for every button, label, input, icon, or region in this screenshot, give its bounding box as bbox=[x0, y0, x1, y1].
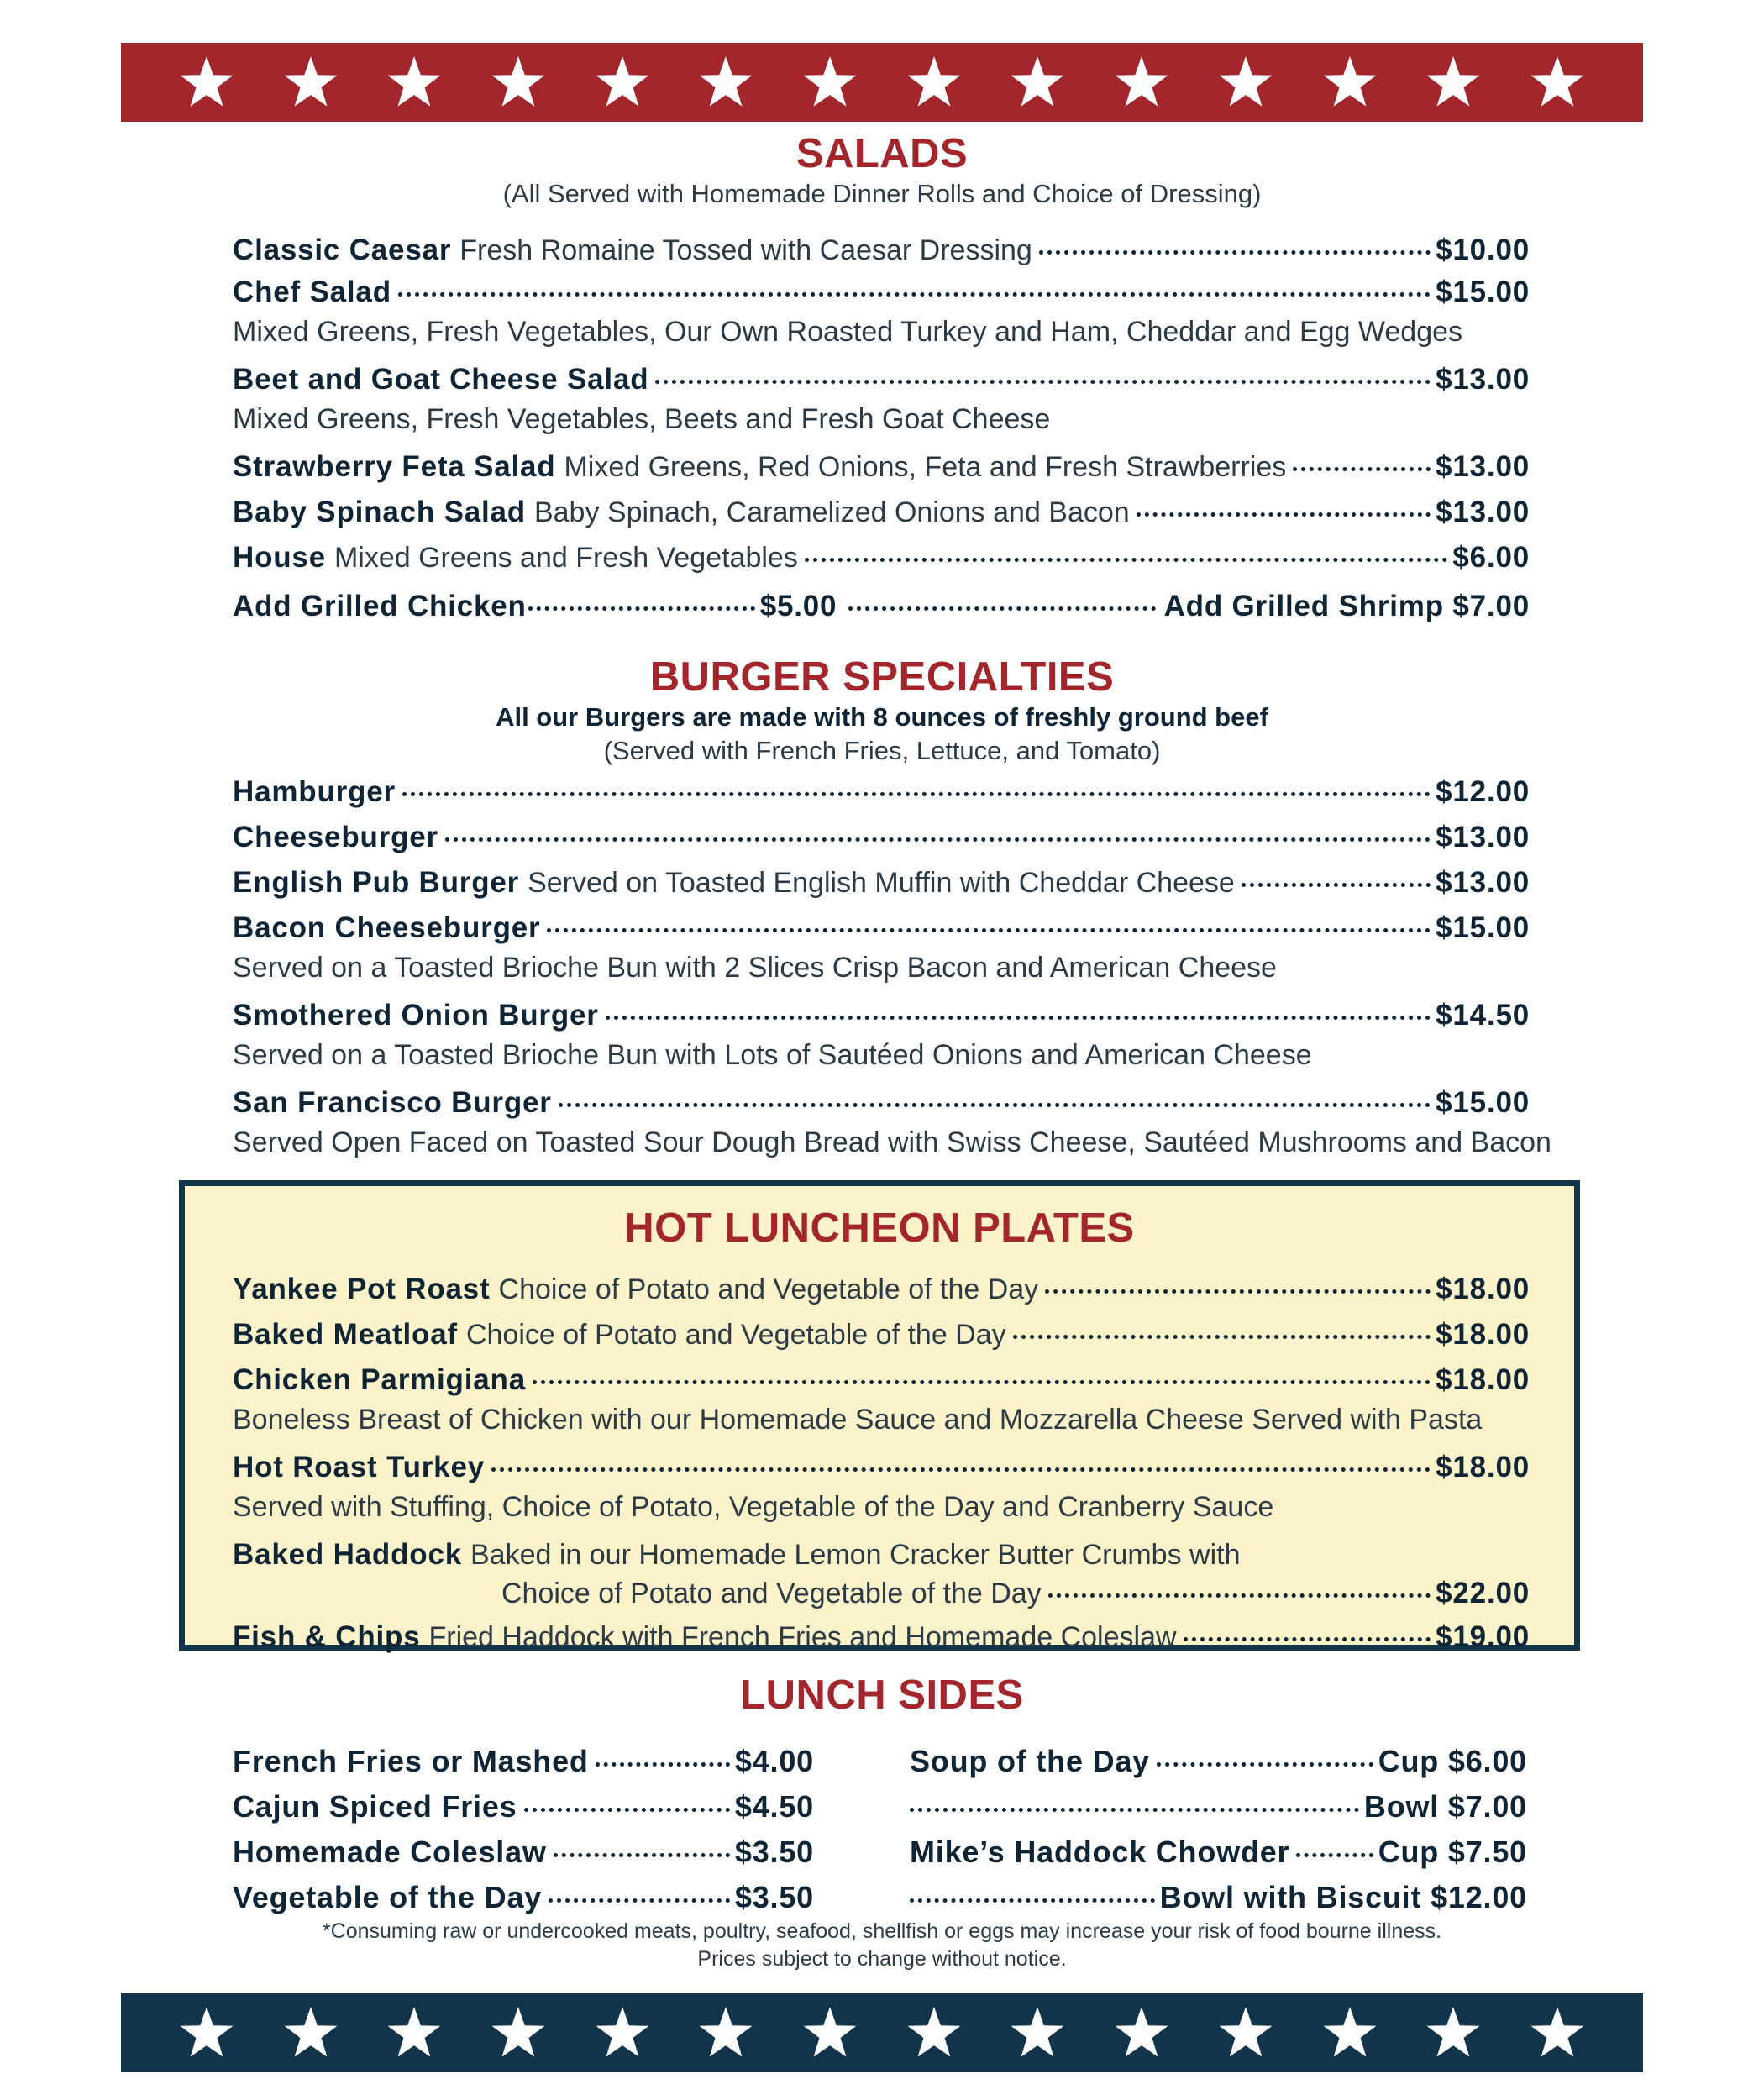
dot-leader bbox=[445, 837, 1431, 842]
item-name: English Pub Burger bbox=[233, 866, 520, 899]
item-subdescription: Served with Stuffing, Choice of Potato, Vegetable of the Day and Cranberry Sauce bbox=[233, 1491, 1274, 1523]
side-price: $3.50 bbox=[734, 1880, 814, 1914]
dot-leader bbox=[910, 1808, 1359, 1812]
star-icon bbox=[386, 2005, 442, 2061]
item-price: $18.00 bbox=[1436, 1273, 1530, 1305]
item-name: Smothered Onion Burger bbox=[233, 999, 599, 1032]
item-price: $14.50 bbox=[1436, 999, 1530, 1032]
item-price: $15.00 bbox=[1436, 276, 1530, 308]
side-item bbox=[233, 1875, 814, 1920]
hot-plates-list bbox=[233, 1268, 1530, 1658]
dot-leader bbox=[1242, 883, 1431, 887]
dot-leader bbox=[655, 380, 1431, 384]
menu-item bbox=[233, 995, 1530, 1037]
menu-item-haddock bbox=[233, 1534, 1530, 1576]
item-price: $13.00 bbox=[1436, 866, 1530, 899]
sides-header bbox=[0, 1672, 1764, 1719]
star-icon bbox=[1530, 2005, 1585, 2061]
star-icon bbox=[491, 2005, 546, 2061]
menu-item bbox=[233, 537, 1530, 579]
salads-list bbox=[233, 229, 1530, 627]
dot-leader bbox=[491, 1467, 1431, 1472]
menu-item bbox=[233, 907, 1530, 949]
item-description: Fried Haddock with French Fries and Homemade Coleslaw bbox=[428, 1621, 1177, 1653]
menu-item bbox=[233, 229, 1530, 271]
hot-plates-title: HOT LUNCHEON PLATES bbox=[624, 1205, 1135, 1251]
item-name: Baby Spinach Salad bbox=[233, 496, 526, 528]
salads-title: SALADS bbox=[795, 131, 969, 176]
side-item bbox=[233, 1784, 814, 1830]
dot-leader bbox=[559, 1103, 1431, 1107]
burgers-subtitle: (Served with French Fries, Lettuce, and Tomato) bbox=[603, 736, 1161, 765]
dot-leader bbox=[910, 1898, 1155, 1903]
side-item bbox=[910, 1875, 1527, 1920]
item-description: Choice of Potato and Vegetable of the Day bbox=[465, 1319, 1006, 1351]
menu-item-haddock-cont bbox=[233, 1576, 1530, 1611]
burgers-subtitle-bold: All our Burgers are made with 8 ounces of freshly ground beef bbox=[496, 702, 1268, 732]
dot-leader bbox=[1137, 512, 1431, 517]
side-price: Cup $7.50 bbox=[1378, 1835, 1527, 1869]
dot-leader bbox=[1048, 1593, 1431, 1598]
star-icon bbox=[1530, 55, 1585, 110]
item-description: Choice of Potato and Vegetable of the Day bbox=[498, 1273, 1039, 1305]
item-subdescription: Mixed Greens, Fresh Vegetables, Our Own Roasted Turkey and Ham, Cheddar and Egg Wedges bbox=[233, 316, 1463, 348]
star-icon bbox=[283, 55, 339, 110]
item-price: $18.00 bbox=[1436, 1451, 1530, 1483]
item-subdescription: Boneless Breast of Chicken with our Homemade Sauce and Mozzarella Cheese Served with Pasta bbox=[233, 1404, 1483, 1436]
menu-item bbox=[233, 816, 1530, 858]
footnote-line-2: Prices subject to change without notice. bbox=[697, 1947, 1067, 1971]
burgers-list bbox=[233, 771, 1551, 1161]
star-icon bbox=[1425, 2005, 1481, 2061]
star-icon bbox=[386, 55, 442, 110]
sides-left-list bbox=[233, 1739, 814, 1920]
footnote bbox=[0, 1918, 1764, 1973]
item-description: Served on Toasted English Muffin with Cheddar Cheese bbox=[528, 867, 1235, 899]
dot-leader bbox=[805, 558, 1448, 562]
addon-chicken-label: Add Grilled Chicken bbox=[233, 590, 527, 622]
dot-leader bbox=[1293, 467, 1431, 471]
sides-title: LUNCH SIDES bbox=[740, 1672, 1024, 1718]
star-icon bbox=[179, 55, 234, 110]
item-name: Hot Roast Turkey bbox=[233, 1451, 485, 1483]
dot-leader bbox=[533, 1380, 1431, 1384]
star-icon bbox=[1218, 55, 1273, 110]
side-name: Homemade Coleslaw bbox=[233, 1835, 547, 1869]
dot-leader bbox=[554, 1853, 730, 1857]
dot-leader bbox=[1039, 250, 1431, 255]
item-subdescription: Served on a Toasted Brioche Bun with Lots of Sautéed Onions and American Cheese bbox=[233, 1039, 1312, 1071]
item-name: Yankee Pot Roast bbox=[233, 1273, 491, 1305]
dot-leader bbox=[1045, 1289, 1431, 1294]
dot-leader bbox=[524, 1808, 730, 1812]
menu-item bbox=[233, 862, 1530, 904]
side-price: Bowl $7.00 bbox=[1363, 1789, 1527, 1824]
item-subdescription: Served Open Faced on Toasted Sour Dough Bread with Swiss Cheese, Sautéed Mushrooms and Bacon bbox=[233, 1126, 1551, 1158]
dot-leader bbox=[1184, 1637, 1431, 1641]
side-price: $4.00 bbox=[734, 1744, 814, 1778]
star-icon bbox=[698, 55, 753, 110]
star-icon bbox=[595, 55, 650, 110]
side-name: Mike’s Haddock Chowder bbox=[910, 1835, 1290, 1869]
star-icon bbox=[906, 55, 962, 110]
item-name: Chef Salad bbox=[233, 276, 391, 308]
star-icon bbox=[1114, 2005, 1169, 2061]
item-name: Classic Caesar bbox=[233, 234, 452, 266]
item-price: $12.00 bbox=[1436, 775, 1530, 808]
side-item bbox=[910, 1830, 1527, 1875]
side-item bbox=[233, 1830, 814, 1875]
star-icon bbox=[595, 2005, 650, 2061]
dot-leader bbox=[1296, 1853, 1373, 1857]
item-price: $18.00 bbox=[1436, 1363, 1530, 1396]
side-name: Vegetable of the Day bbox=[233, 1880, 543, 1914]
menu-item bbox=[233, 359, 1530, 401]
dot-leader bbox=[528, 606, 755, 611]
item-price: $15.00 bbox=[1436, 911, 1530, 944]
item-name: Strawberry Feta Salad bbox=[233, 450, 556, 483]
menu-item bbox=[233, 1446, 1530, 1488]
burgers-title: BURGER SPECIALTIES bbox=[649, 654, 1115, 700]
dot-leader bbox=[1013, 1335, 1431, 1339]
item-price: $19.00 bbox=[1436, 1620, 1530, 1653]
top-star-banner bbox=[121, 43, 1643, 122]
star-icon bbox=[802, 2005, 858, 2061]
star-icon bbox=[1114, 55, 1169, 110]
item-name: Baked Meatloaf bbox=[233, 1318, 458, 1351]
item-subdescription: Mixed Greens, Fresh Vegetables, Beets and Fresh Goat Cheese bbox=[233, 403, 1051, 435]
menu-item bbox=[233, 771, 1530, 813]
item-price: $6.00 bbox=[1452, 541, 1530, 574]
star-icon bbox=[1010, 55, 1065, 110]
item-price: $13.00 bbox=[1436, 496, 1530, 528]
dot-leader bbox=[398, 292, 1431, 297]
salad-addons bbox=[233, 585, 1530, 627]
addon-chicken-price: $5.00 bbox=[759, 590, 837, 622]
item-description: Choice of Potato and Vegetable of the Day bbox=[501, 1578, 1042, 1609]
side-price: Cup $6.00 bbox=[1378, 1744, 1527, 1778]
burgers-header bbox=[0, 654, 1764, 768]
dot-leader bbox=[549, 1898, 730, 1903]
menu-item bbox=[233, 1359, 1530, 1401]
item-description: Baked in our Homemade Lemon Cracker Butter Crumbs with bbox=[470, 1539, 1241, 1571]
item-name: San Francisco Burger bbox=[233, 1086, 552, 1119]
item-description: Baby Spinach, Caramelized Onions and Bacon bbox=[533, 496, 1130, 528]
dot-leader bbox=[848, 606, 1155, 611]
side-item bbox=[233, 1739, 814, 1784]
item-price: $13.00 bbox=[1436, 821, 1530, 853]
item-name: Bacon Cheeseburger bbox=[233, 911, 541, 944]
item-name: Chicken Parmigiana bbox=[233, 1363, 526, 1396]
dot-leader bbox=[596, 1762, 730, 1767]
menu-item bbox=[233, 446, 1530, 488]
item-price: $13.00 bbox=[1436, 363, 1530, 396]
dot-leader bbox=[1157, 1762, 1373, 1767]
menu-item bbox=[233, 1082, 1530, 1124]
menu-item bbox=[233, 491, 1530, 533]
item-description: Mixed Greens, Red Onions, Feta and Fresh Strawberries bbox=[564, 451, 1287, 483]
bottom-star-banner bbox=[121, 1993, 1643, 2072]
star-icon bbox=[1425, 55, 1481, 110]
item-price: $13.00 bbox=[1436, 450, 1530, 483]
item-name: Hamburger bbox=[233, 775, 396, 808]
star-icon bbox=[1322, 55, 1378, 110]
salads-subtitle: (All Served with Homemade Dinner Rolls and Choice of Dressing) bbox=[502, 179, 1262, 208]
dot-leader bbox=[402, 792, 1431, 796]
item-description: Mixed Greens and Fresh Vegetables bbox=[333, 542, 798, 574]
side-name: Cajun Spiced Fries bbox=[233, 1789, 517, 1824]
item-price: $18.00 bbox=[1436, 1318, 1530, 1351]
star-icon bbox=[1322, 2005, 1378, 2061]
star-icon bbox=[802, 55, 858, 110]
sides-right-list bbox=[910, 1739, 1527, 1920]
item-subdescription: Served on a Toasted Brioche Bun with 2 Slices Crisp Bacon and American Cheese bbox=[233, 952, 1277, 984]
star-icon bbox=[283, 2005, 339, 2061]
menu-item bbox=[233, 1314, 1530, 1356]
star-icon bbox=[1218, 2005, 1273, 2061]
star-icon bbox=[1010, 2005, 1065, 2061]
item-name: House bbox=[233, 541, 326, 574]
menu-item bbox=[233, 1268, 1530, 1310]
menu-item bbox=[233, 271, 1530, 313]
star-icon bbox=[179, 2005, 234, 2061]
item-name: Fish & Chips bbox=[233, 1620, 421, 1653]
dot-leader bbox=[606, 1016, 1431, 1020]
item-description: Fresh Romaine Tossed with Caesar Dressing bbox=[459, 234, 1032, 266]
addon-shrimp: Add Grilled Shrimp $7.00 bbox=[1163, 590, 1530, 622]
hot-luncheon-box bbox=[179, 1180, 1580, 1651]
side-price: $4.50 bbox=[734, 1789, 814, 1824]
item-price: $15.00 bbox=[1436, 1086, 1530, 1119]
salads-header bbox=[0, 130, 1764, 211]
side-name: Soup of the Day bbox=[910, 1744, 1151, 1778]
item-name: Cheeseburger bbox=[233, 821, 438, 853]
star-icon bbox=[906, 2005, 962, 2061]
item-name: Baked Haddock bbox=[233, 1538, 462, 1571]
side-price: $3.50 bbox=[734, 1835, 814, 1869]
side-item bbox=[910, 1739, 1527, 1784]
star-icon bbox=[698, 2005, 753, 2061]
side-item bbox=[910, 1784, 1527, 1830]
item-name: Beet and Goat Cheese Salad bbox=[233, 363, 649, 396]
item-price: $22.00 bbox=[1436, 1577, 1530, 1609]
menu-item bbox=[233, 1616, 1530, 1658]
item-price: $10.00 bbox=[1436, 234, 1530, 266]
footnote-line-1: *Consuming raw or undercooked meats, poultry, seafood, shellfish or eggs may increase your risk of food bourne illness. bbox=[322, 1919, 1442, 1943]
dot-leader bbox=[547, 928, 1431, 932]
star-icon bbox=[491, 55, 546, 110]
side-price: Bowl with Biscuit $12.00 bbox=[1159, 1880, 1527, 1914]
side-name: French Fries or Mashed bbox=[233, 1744, 589, 1778]
